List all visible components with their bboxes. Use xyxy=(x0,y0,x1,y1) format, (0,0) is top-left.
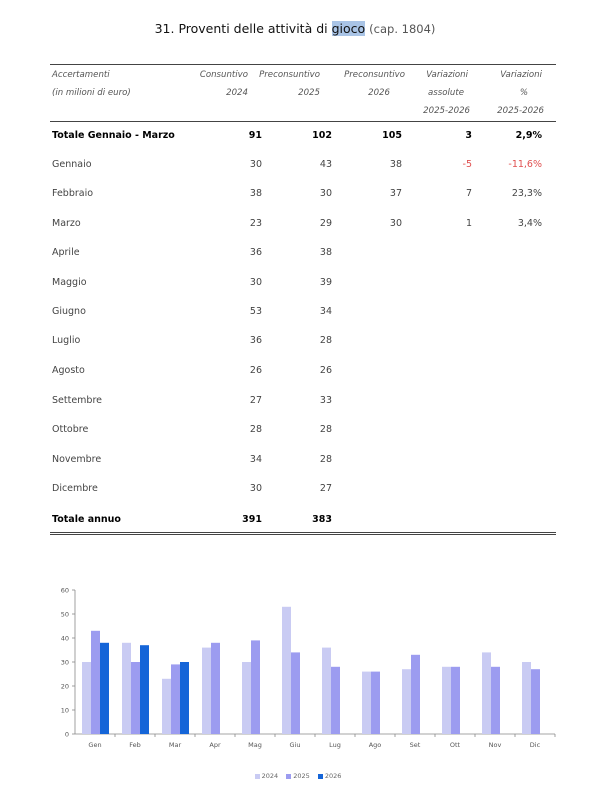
table-row xyxy=(50,395,556,411)
cell-v2026: 105 xyxy=(382,130,402,141)
cell-label: Luglio xyxy=(52,335,81,346)
cell-v2024: 30 xyxy=(249,277,262,288)
header-bottom-rule xyxy=(50,121,556,122)
cell-v2025: 34 xyxy=(319,306,332,317)
cell-abs: 1 xyxy=(465,218,472,229)
legend-swatch-2026 xyxy=(318,774,323,779)
bar-2025-Mar xyxy=(171,664,180,734)
title-text: 31. Proventi delle attività di xyxy=(154,21,332,36)
header-col0-line1: Accertamenti xyxy=(52,70,110,80)
cell-v2025: 43 xyxy=(319,159,332,170)
legend-swatch-2024 xyxy=(255,774,260,779)
bar-2024-Gen xyxy=(82,662,91,734)
header-col5-line3: 2025-2026 xyxy=(497,106,544,116)
cell-v2025: 29 xyxy=(319,218,332,229)
cell-pct: -11,6% xyxy=(508,159,542,170)
cell-v2024: 34 xyxy=(249,454,262,465)
page-title xyxy=(0,21,590,36)
x-tick-label: Lug xyxy=(329,741,341,749)
bar-2025-Giu xyxy=(291,652,300,734)
y-tick-label: 50 xyxy=(60,610,69,619)
table-row xyxy=(50,454,556,470)
cell-v2024: 23 xyxy=(249,218,262,229)
cell-label: Ottobre xyxy=(52,424,89,435)
table-row xyxy=(50,514,556,530)
cell-v2025: 383 xyxy=(312,514,332,525)
bar-2025-Apr xyxy=(211,643,220,734)
legend-swatch-2025 xyxy=(286,774,291,779)
header-col1-line1: Consuntivo xyxy=(199,70,248,80)
bar-2024-Set xyxy=(402,669,411,734)
table-row xyxy=(50,424,556,440)
x-tick-label: Mar xyxy=(168,741,182,749)
cell-v2024: 38 xyxy=(249,188,262,199)
cell-v2025: 38 xyxy=(319,247,332,258)
table-row xyxy=(50,159,556,175)
bar-2025-Mag xyxy=(251,640,260,734)
bar-2024-Ott xyxy=(442,667,451,734)
header-col3-line2: 2026 xyxy=(368,88,390,98)
table-bottom-rule xyxy=(50,532,556,535)
cell-label: Agosto xyxy=(52,365,85,376)
cell-label: Totale Gennaio - Marzo xyxy=(52,130,175,141)
header-col2-line1: Preconsuntivo xyxy=(259,70,320,80)
table-top-rule xyxy=(50,64,556,65)
table-row xyxy=(50,130,556,146)
bar-2025-Lug xyxy=(331,667,340,734)
x-tick-label: Ott xyxy=(449,741,461,749)
header-col4-line3: 2025-2026 xyxy=(423,106,470,116)
cell-pct: 3,4% xyxy=(517,218,542,229)
cell-label: Totale annuo xyxy=(52,514,121,525)
y-tick-label: 30 xyxy=(60,658,69,667)
cell-label: Settembre xyxy=(52,395,102,406)
cell-pct: 23,3% xyxy=(511,188,542,199)
x-tick-label: Set xyxy=(409,741,421,749)
bar-2026-Mar xyxy=(180,662,189,734)
cell-label: Dicembre xyxy=(52,483,98,494)
cell-v2024: 91 xyxy=(248,130,262,141)
y-tick-label: 40 xyxy=(60,634,69,643)
y-tick-label: 20 xyxy=(60,682,69,691)
y-tick-label: 60 xyxy=(60,586,69,595)
header-col3-line1: Preconsuntivo xyxy=(344,70,405,80)
table-row xyxy=(50,277,556,293)
bar-2024-Nov xyxy=(482,652,491,734)
bar-2024-Lug xyxy=(322,648,331,734)
table-row xyxy=(50,365,556,381)
cell-v2024: 27 xyxy=(249,395,262,406)
title-cap: (cap. 1804) xyxy=(369,22,436,36)
bar-2025-Nov xyxy=(491,667,500,734)
cell-label: Gennaio xyxy=(52,159,92,170)
x-tick-label: Nov xyxy=(488,741,502,749)
bar-2024-Dic xyxy=(522,662,531,734)
cell-label: Novembre xyxy=(52,454,102,465)
cell-v2026: 30 xyxy=(389,218,402,229)
bar-2025-Dic xyxy=(531,669,540,734)
header-col1-line2: 2024 xyxy=(226,88,248,98)
cell-v2025: 28 xyxy=(319,335,332,346)
bar-2025-Set xyxy=(411,655,420,734)
x-tick-label: Giu xyxy=(289,741,301,749)
cell-label: Marzo xyxy=(52,218,81,229)
cell-v2024: 30 xyxy=(249,159,262,170)
table-row xyxy=(50,306,556,322)
x-tick-label: Ago xyxy=(368,741,382,749)
bar-2024-Mag xyxy=(242,662,251,734)
monthly-bar-chart xyxy=(50,582,560,762)
legend-label-2024: 2024 xyxy=(261,772,279,780)
cell-v2024: 391 xyxy=(242,514,262,525)
header-col5-line2: % xyxy=(519,88,528,98)
header-col5-line1: Variazioni xyxy=(500,70,542,80)
bar-2025-Ago xyxy=(371,672,380,734)
bar-2025-Feb xyxy=(131,662,140,734)
table-row xyxy=(50,218,556,234)
cell-v2024: 30 xyxy=(249,483,262,494)
title-highlight: gioco xyxy=(331,21,366,36)
cell-v2025: 28 xyxy=(319,454,332,465)
x-tick-label: Mag xyxy=(248,741,262,749)
table-row xyxy=(50,483,556,499)
bar-2024-Giu xyxy=(282,607,291,734)
bar-2024-Mar xyxy=(162,679,171,734)
header-col4-line2: assolute xyxy=(428,88,464,98)
x-tick-label: Feb xyxy=(129,741,141,749)
bar-2024-Ago xyxy=(362,672,371,734)
header-col2-line2: 2025 xyxy=(298,88,320,98)
cell-abs: 7 xyxy=(465,188,472,199)
bar-2024-Feb xyxy=(122,643,131,734)
cell-v2025: 30 xyxy=(319,188,332,199)
bar-2026-Gen xyxy=(100,643,109,734)
cell-v2024: 28 xyxy=(249,424,262,435)
cell-v2024: 36 xyxy=(249,247,262,258)
bar-2025-Ott xyxy=(451,667,460,734)
table-row xyxy=(50,188,556,204)
cell-v2024: 36 xyxy=(249,335,262,346)
table-row xyxy=(50,335,556,351)
cell-label: Aprile xyxy=(52,247,80,258)
legend-label-2026: 2026 xyxy=(324,772,342,780)
cell-v2024: 26 xyxy=(249,365,262,376)
bar-2024-Apr xyxy=(202,648,211,734)
cell-v2024: 53 xyxy=(249,306,262,317)
table-row xyxy=(50,247,556,263)
cell-label: Febbraio xyxy=(52,188,94,199)
cell-label: Maggio xyxy=(52,277,87,288)
cell-v2025: 33 xyxy=(319,395,332,406)
cell-v2026: 37 xyxy=(389,188,402,199)
header-col4-line1: Variazioni xyxy=(426,70,468,80)
cell-v2025: 27 xyxy=(319,483,332,494)
x-tick-label: Dic xyxy=(529,741,541,749)
chart-legend xyxy=(0,772,590,780)
cell-pct: 2,9% xyxy=(515,130,542,141)
y-tick-label: 10 xyxy=(60,706,69,715)
cell-v2025: 28 xyxy=(319,424,332,435)
cell-abs: 3 xyxy=(465,130,472,141)
bar-2025-Gen xyxy=(91,631,100,734)
legend-label-2025: 2025 xyxy=(293,772,310,780)
y-tick-label: 0 xyxy=(64,730,69,739)
cell-v2026: 38 xyxy=(389,159,402,170)
header-col0-line2: (in milioni di euro) xyxy=(52,88,131,98)
x-tick-label: Gen xyxy=(88,741,102,749)
bar-2026-Feb xyxy=(140,645,149,734)
cell-v2025: 26 xyxy=(319,365,332,376)
cell-v2025: 39 xyxy=(319,277,332,288)
cell-abs: -5 xyxy=(462,159,472,170)
x-tick-label: Apr xyxy=(209,741,221,749)
cell-v2025: 102 xyxy=(312,130,332,141)
cell-label: Giugno xyxy=(52,306,86,317)
